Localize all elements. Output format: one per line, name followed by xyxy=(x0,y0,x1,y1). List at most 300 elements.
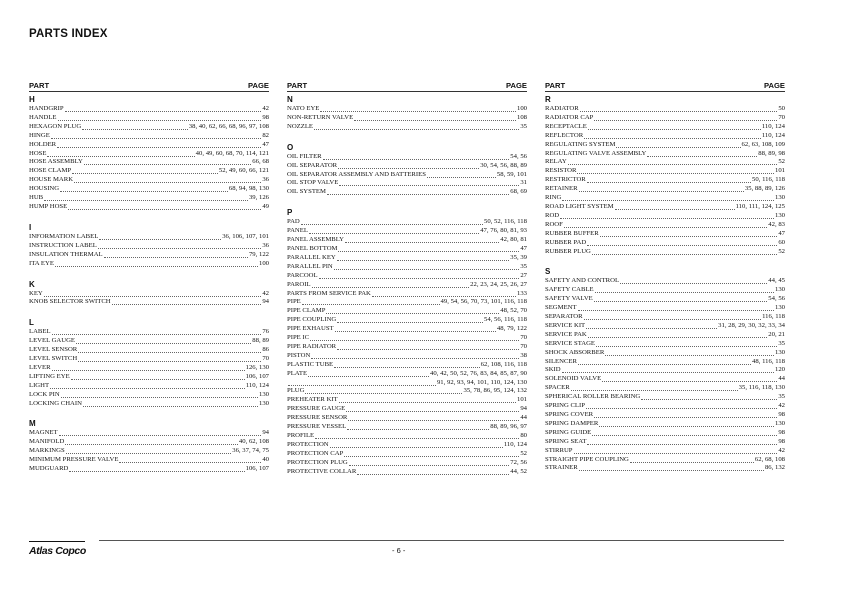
index-entry xyxy=(29,105,269,114)
page-refs: 62, 63, 108, 109 xyxy=(741,140,785,148)
part-name: LIGHT xyxy=(29,381,50,389)
page-refs: 130 xyxy=(774,304,785,312)
page-refs: 47 xyxy=(262,140,269,148)
dot-leader xyxy=(315,432,519,439)
dot-leader xyxy=(311,352,519,359)
dot-leader xyxy=(52,328,262,335)
dot-leader xyxy=(357,468,509,475)
part-name: LOCKING CHAIN xyxy=(29,399,82,407)
index-entry xyxy=(545,384,785,393)
index-entry xyxy=(287,432,527,441)
part-name: RUBBER BUFFER xyxy=(545,229,599,237)
dot-leader xyxy=(338,162,479,169)
part-name: SPACER xyxy=(545,384,570,392)
dot-leader xyxy=(338,245,519,252)
page-refs: 94 xyxy=(262,298,269,306)
dot-leader xyxy=(326,307,499,314)
index-entry xyxy=(287,162,527,171)
index-entry xyxy=(545,212,785,221)
page-refs: 116, 118 xyxy=(762,313,785,321)
dot-leader xyxy=(596,340,777,347)
dot-leader xyxy=(337,343,519,350)
dot-leader xyxy=(592,248,777,255)
index-entry xyxy=(29,364,269,373)
index-entry xyxy=(29,132,269,141)
dot-leader xyxy=(55,260,258,267)
dot-leader xyxy=(339,179,519,186)
dot-leader xyxy=(588,331,768,338)
index-entry xyxy=(287,352,527,361)
dot-leader xyxy=(60,185,228,192)
part-name: PRESSURE GAUGE xyxy=(287,405,346,413)
section-letter: I xyxy=(29,222,32,232)
index-entry xyxy=(287,263,527,272)
page-refs: 130 xyxy=(774,211,785,219)
dot-leader xyxy=(327,188,509,195)
page-refs: 100 xyxy=(258,259,269,267)
page-refs: 110, 111, 124, 125 xyxy=(735,202,785,210)
page-header: PAGE xyxy=(248,81,269,90)
section-letter: N xyxy=(287,95,293,104)
dot-leader xyxy=(69,465,244,472)
index-entry xyxy=(29,260,269,269)
dot-leader xyxy=(577,167,774,174)
page-refs: 108 xyxy=(516,113,527,121)
page-refs: 98 xyxy=(778,411,785,418)
part-name: SERVICE KIT xyxy=(545,321,586,329)
part-name: PISTON xyxy=(287,351,311,359)
logo-bar xyxy=(29,541,85,542)
part-name: PARTS FROM SERVICE PAK xyxy=(287,289,371,297)
page-refs: 50, 116, 118 xyxy=(752,176,785,184)
dot-leader xyxy=(98,242,262,249)
part-name: SILENCER xyxy=(545,357,577,365)
section-letter: H xyxy=(29,95,35,104)
column-header xyxy=(29,81,269,92)
part-name: SERVICE STAGE xyxy=(545,339,596,347)
page-refs: 68, 69 xyxy=(510,188,527,196)
page-refs: 35, 39 xyxy=(510,253,527,261)
part-name: STIRRUP xyxy=(545,446,573,454)
dot-leader xyxy=(600,230,778,237)
page-refs: 39, 126 xyxy=(248,194,269,202)
part-name: INSTRUCTION LABEL xyxy=(29,241,97,249)
footer-divider xyxy=(99,540,784,541)
dot-leader xyxy=(605,349,774,356)
page-refs: 52 xyxy=(778,158,785,166)
letter-group xyxy=(29,94,269,212)
section-letter: O xyxy=(287,142,294,152)
page-refs: 79, 122 xyxy=(248,250,269,258)
index-entry xyxy=(545,239,785,248)
part-name: MUDGUARD xyxy=(29,465,69,473)
column-header xyxy=(545,81,785,92)
part-name: HOSE CLAMP xyxy=(29,167,72,175)
part-name: SPRING COVER xyxy=(545,411,594,418)
page-refs: 36 xyxy=(262,241,269,249)
dot-leader xyxy=(312,281,470,288)
part-name: SPRING GUIDE xyxy=(545,428,592,436)
page-refs: 62, 108, 116, 118 xyxy=(480,360,527,368)
part-name: PROTECTION CAP xyxy=(287,449,344,457)
page-refs: 36, 37, 74, 75 xyxy=(232,447,269,455)
part-name: PLUG xyxy=(287,387,305,395)
page-refs: 42 xyxy=(262,105,269,112)
dot-leader xyxy=(594,411,777,418)
index-entry xyxy=(29,114,269,123)
page-refs: 35 xyxy=(520,122,527,130)
part-name: OIL SEPARATOR ASSEMBLY AND BATTERIES xyxy=(287,170,426,178)
index-entry xyxy=(545,322,785,331)
index-entry xyxy=(287,441,527,450)
page-refs: 82 xyxy=(262,131,269,139)
part-name: RUBBER PLUG xyxy=(545,247,591,255)
dot-leader xyxy=(78,346,261,353)
part-name: LABEL xyxy=(29,328,51,336)
page-refs: 130 xyxy=(774,286,785,294)
index-entry xyxy=(545,340,785,349)
dot-leader xyxy=(51,132,262,139)
part-name: PARALLEL KEY xyxy=(287,253,336,261)
dot-leader xyxy=(309,227,479,234)
page-refs: 88, 89, 96, 97 xyxy=(490,423,527,431)
page-refs: 42, 80, 81 xyxy=(500,236,527,244)
dot-leader xyxy=(344,450,519,457)
index-entry xyxy=(545,123,785,132)
part-name: SEGMENT xyxy=(545,304,577,312)
index-entry xyxy=(287,188,527,197)
dot-leader xyxy=(76,337,251,344)
index-entry xyxy=(287,179,527,188)
index-entry xyxy=(29,203,269,212)
index-column-3 xyxy=(545,81,785,483)
dot-leader xyxy=(66,447,232,454)
part-name: PANEL ASSEMBLY xyxy=(287,236,344,244)
index-entry xyxy=(545,402,785,411)
dot-leader xyxy=(82,123,188,130)
part-name: PANEL xyxy=(287,227,308,235)
page-header: PAGE xyxy=(506,81,527,90)
dot-leader xyxy=(587,176,751,183)
part-name: HOSE ASSEMBLY xyxy=(29,158,83,166)
index-entry xyxy=(29,337,269,346)
part-name: PAROIL xyxy=(287,280,311,288)
part-name: PROTECTION PLUG xyxy=(287,458,348,466)
page-refs: 106, 107 xyxy=(245,372,269,380)
index-entry xyxy=(287,290,527,299)
index-entry xyxy=(29,185,269,194)
index-entry xyxy=(545,438,785,447)
dot-leader xyxy=(78,355,261,362)
dot-leader xyxy=(72,167,218,174)
part-name: PRESSURE VESSEL xyxy=(287,423,347,431)
page-refs: 48, 79, 122 xyxy=(496,325,527,333)
part-name: RESISTOR xyxy=(545,167,577,175)
index-entry xyxy=(545,331,785,340)
part-name: PIPE CLAMP xyxy=(287,307,326,315)
column-header xyxy=(287,81,527,92)
index-entry xyxy=(545,411,785,420)
page-refs: 42 xyxy=(262,289,269,297)
section-letter: S xyxy=(545,267,551,277)
dot-leader xyxy=(595,286,774,293)
page-refs: 35 xyxy=(778,339,785,347)
dot-leader xyxy=(339,396,516,403)
page-refs: 72, 56 xyxy=(510,458,527,466)
index-entry xyxy=(545,464,785,473)
dot-leader xyxy=(616,141,740,148)
part-name: REFLECTOR xyxy=(545,131,584,139)
part-name: NOZZLE xyxy=(287,122,313,130)
part-name: RELAY xyxy=(545,158,567,166)
page-refs: 62, 68, 108 xyxy=(754,455,785,463)
index-entry xyxy=(29,150,269,159)
letter-group xyxy=(29,279,269,308)
part-name: SKID xyxy=(545,366,561,374)
part-name: HUB xyxy=(29,194,44,202)
page-refs: 60 xyxy=(778,238,785,246)
part-name: PARCOOL xyxy=(287,271,318,279)
dot-leader xyxy=(579,185,744,192)
part-name: HOUSING xyxy=(29,185,60,193)
page-refs: 110, 124 xyxy=(245,381,269,389)
page-refs: 133 xyxy=(516,289,527,297)
index-entry xyxy=(545,358,785,367)
part-name: SPRING SEAT xyxy=(545,437,587,445)
part-name: RESTRICTOR xyxy=(545,176,586,184)
index-entry xyxy=(287,396,527,405)
index-entry xyxy=(545,176,785,185)
page-refs: 49 xyxy=(262,202,269,210)
index-entry xyxy=(545,304,785,313)
part-name: LEVER xyxy=(29,363,51,371)
index-entry xyxy=(29,438,269,447)
dot-leader xyxy=(346,405,519,412)
page-refs: 70 xyxy=(778,113,785,121)
dot-leader xyxy=(599,420,774,427)
page-refs: 88, 89, 98 xyxy=(758,149,785,157)
dot-leader xyxy=(319,272,520,279)
part-name: MINIMUM PRESSURE VALVE xyxy=(29,456,119,464)
page-refs: 35 xyxy=(520,262,527,270)
index-entry xyxy=(545,114,785,123)
index-entry xyxy=(29,158,269,167)
index-entry xyxy=(545,185,785,194)
index-column-2 xyxy=(287,81,527,487)
letter-group xyxy=(29,418,269,474)
index-entry xyxy=(287,423,527,432)
part-name: PAD xyxy=(287,218,300,226)
index-entry xyxy=(287,272,527,281)
page-refs: 94 xyxy=(520,405,527,413)
dot-leader xyxy=(301,218,483,225)
index-entry xyxy=(287,387,527,396)
index-entry xyxy=(29,429,269,438)
index-entry xyxy=(287,236,527,245)
part-name: REGULATING VALVE ASSEMBLY xyxy=(545,149,647,157)
page-refs: 110, 124 xyxy=(761,131,785,139)
part-name: PIPE IC xyxy=(287,334,310,342)
page-refs: 66, 68 xyxy=(252,158,269,166)
index-entry xyxy=(29,176,269,185)
page-refs: 47, 76, 80, 81, 93 xyxy=(480,227,527,235)
dot-leader xyxy=(337,254,510,261)
index-entry xyxy=(29,447,269,456)
letter-group xyxy=(287,94,527,132)
part-name: LIFTING EYE xyxy=(29,372,70,380)
index-entry xyxy=(29,328,269,337)
page-refs: 44 xyxy=(778,375,785,383)
page-refs: 98 xyxy=(778,437,785,445)
dot-leader xyxy=(74,176,261,183)
index-entry xyxy=(545,248,785,257)
letter-group xyxy=(287,142,527,198)
index-entry xyxy=(545,167,785,176)
dot-leader xyxy=(562,366,774,373)
page-refs: 100 xyxy=(516,105,527,112)
index-entry xyxy=(545,349,785,358)
index-entry xyxy=(287,459,527,468)
part-name: PIPE RADIATOR xyxy=(287,342,337,350)
letter-group xyxy=(287,207,527,476)
part-name: LOCK PIN xyxy=(29,390,60,398)
index-entry xyxy=(287,123,527,132)
page-refs: 70 xyxy=(520,334,527,342)
dot-leader xyxy=(119,456,261,463)
index-entry xyxy=(287,298,527,307)
dot-leader xyxy=(579,464,764,471)
page-refs: 36, 106, 107, 101 xyxy=(222,232,269,240)
part-name: HEXAGON PLUG xyxy=(29,122,82,130)
index-entry xyxy=(287,316,527,325)
page-refs: 27 xyxy=(520,271,527,279)
dot-leader xyxy=(65,438,238,445)
dot-leader xyxy=(61,391,258,398)
dot-leader xyxy=(320,105,516,112)
part-name: PIPE EXHAUST xyxy=(287,325,334,333)
section-letter: M xyxy=(29,419,36,429)
part-header: PART xyxy=(545,81,566,90)
dot-leader xyxy=(57,141,261,148)
index-entry xyxy=(29,123,269,132)
index-entry xyxy=(287,450,527,459)
dot-leader xyxy=(592,429,777,436)
page-refs: 49, 54, 56, 70, 73, 101, 116, 118 xyxy=(440,298,527,306)
index-entry xyxy=(545,420,785,429)
page-refs: 120 xyxy=(774,366,785,374)
index-entry xyxy=(287,361,527,370)
dot-leader xyxy=(335,325,496,332)
index-entry xyxy=(545,158,785,167)
page-refs: 47 xyxy=(778,229,785,237)
part-name: LEVEL GAUGE xyxy=(29,337,75,345)
dot-leader xyxy=(330,441,503,448)
dot-leader xyxy=(584,313,762,320)
part-name: LEVEL SENSOR xyxy=(29,346,78,354)
index-entry xyxy=(29,242,269,251)
page-refs: 42 xyxy=(778,402,785,410)
dot-leader xyxy=(323,153,510,160)
part-name: SOLENOID VALVE xyxy=(545,375,602,383)
dot-leader xyxy=(586,402,777,409)
dot-leader xyxy=(347,423,489,430)
letter-group xyxy=(29,222,269,269)
part-name: SAFETY CABLE xyxy=(545,286,594,294)
dot-leader xyxy=(310,334,519,341)
page-refs: 86 xyxy=(262,346,269,354)
part-name: NON-RETURN VALVE xyxy=(287,113,354,121)
part-name: HUMP HOSE xyxy=(29,202,68,210)
part-name: OIL STOP VALVE xyxy=(287,179,339,187)
part-name: SAFETY AND CONTROL xyxy=(545,277,620,285)
part-name: PARALLEL PIN xyxy=(287,262,333,270)
page-refs: 86, 132 xyxy=(764,464,785,472)
dot-leader xyxy=(104,251,248,258)
dot-leader xyxy=(587,239,777,246)
page-refs: 44 xyxy=(520,414,527,422)
index-entry xyxy=(29,355,269,364)
page-refs: 98 xyxy=(778,428,785,436)
index-entry xyxy=(287,343,527,352)
page-refs: 98 xyxy=(262,113,269,121)
page-refs: 54, 56 xyxy=(510,152,527,160)
page-refs: 101 xyxy=(774,167,785,175)
index-entry xyxy=(545,393,785,402)
page-refs: 94 xyxy=(262,429,269,437)
index-entry xyxy=(545,105,785,114)
index-entry xyxy=(29,373,269,382)
index-entry xyxy=(29,346,269,355)
page-refs: 36 xyxy=(262,176,269,184)
index-entry xyxy=(287,325,527,334)
dot-leader xyxy=(568,158,778,165)
part-name: OIL FILTER xyxy=(287,152,322,160)
page-refs: 22, 23, 24, 25, 26, 27 xyxy=(470,280,527,288)
dot-leader xyxy=(602,375,777,382)
page-refs: 38, 40, 62, 66, 68, 96, 97, 108 xyxy=(188,122,269,130)
part-name: REGULATING SYSTEM xyxy=(545,140,616,148)
dot-leader xyxy=(288,379,436,386)
dot-leader xyxy=(620,277,767,284)
part-header: PART xyxy=(29,81,50,90)
dot-leader xyxy=(337,316,483,323)
dot-leader xyxy=(302,298,440,305)
page-refs: 52 xyxy=(520,449,527,457)
index-entry xyxy=(287,171,527,180)
part-name: KEY xyxy=(29,289,43,297)
index-entry xyxy=(29,167,269,176)
part-name: INFORMATION LABEL xyxy=(29,232,99,240)
part-name: SAFETY VALVE xyxy=(545,295,593,303)
page-refs: 50 xyxy=(778,105,785,112)
part-name: OIL SYSTEM xyxy=(287,188,326,196)
index-entry xyxy=(545,456,785,465)
page-refs: 52, 49, 60, 66, 121 xyxy=(218,167,269,175)
dot-leader xyxy=(44,194,248,201)
page-header: PAGE xyxy=(764,81,785,90)
index-entry xyxy=(287,114,527,123)
dot-leader xyxy=(584,132,761,139)
part-name: OIL SEPARATOR xyxy=(287,161,338,169)
page-refs: 130 xyxy=(774,419,785,427)
page-refs: 35, 78, 86, 95, 124, 132 xyxy=(463,387,527,395)
page-refs: 20, 21 xyxy=(768,330,785,338)
page-refs: 50, 52, 116, 118 xyxy=(484,218,527,226)
page-refs: 54, 56 xyxy=(768,295,785,303)
letter-group xyxy=(29,317,269,408)
part-name: LEVEL SWITCH xyxy=(29,355,78,363)
page-refs: 48, 52, 70 xyxy=(500,307,527,315)
